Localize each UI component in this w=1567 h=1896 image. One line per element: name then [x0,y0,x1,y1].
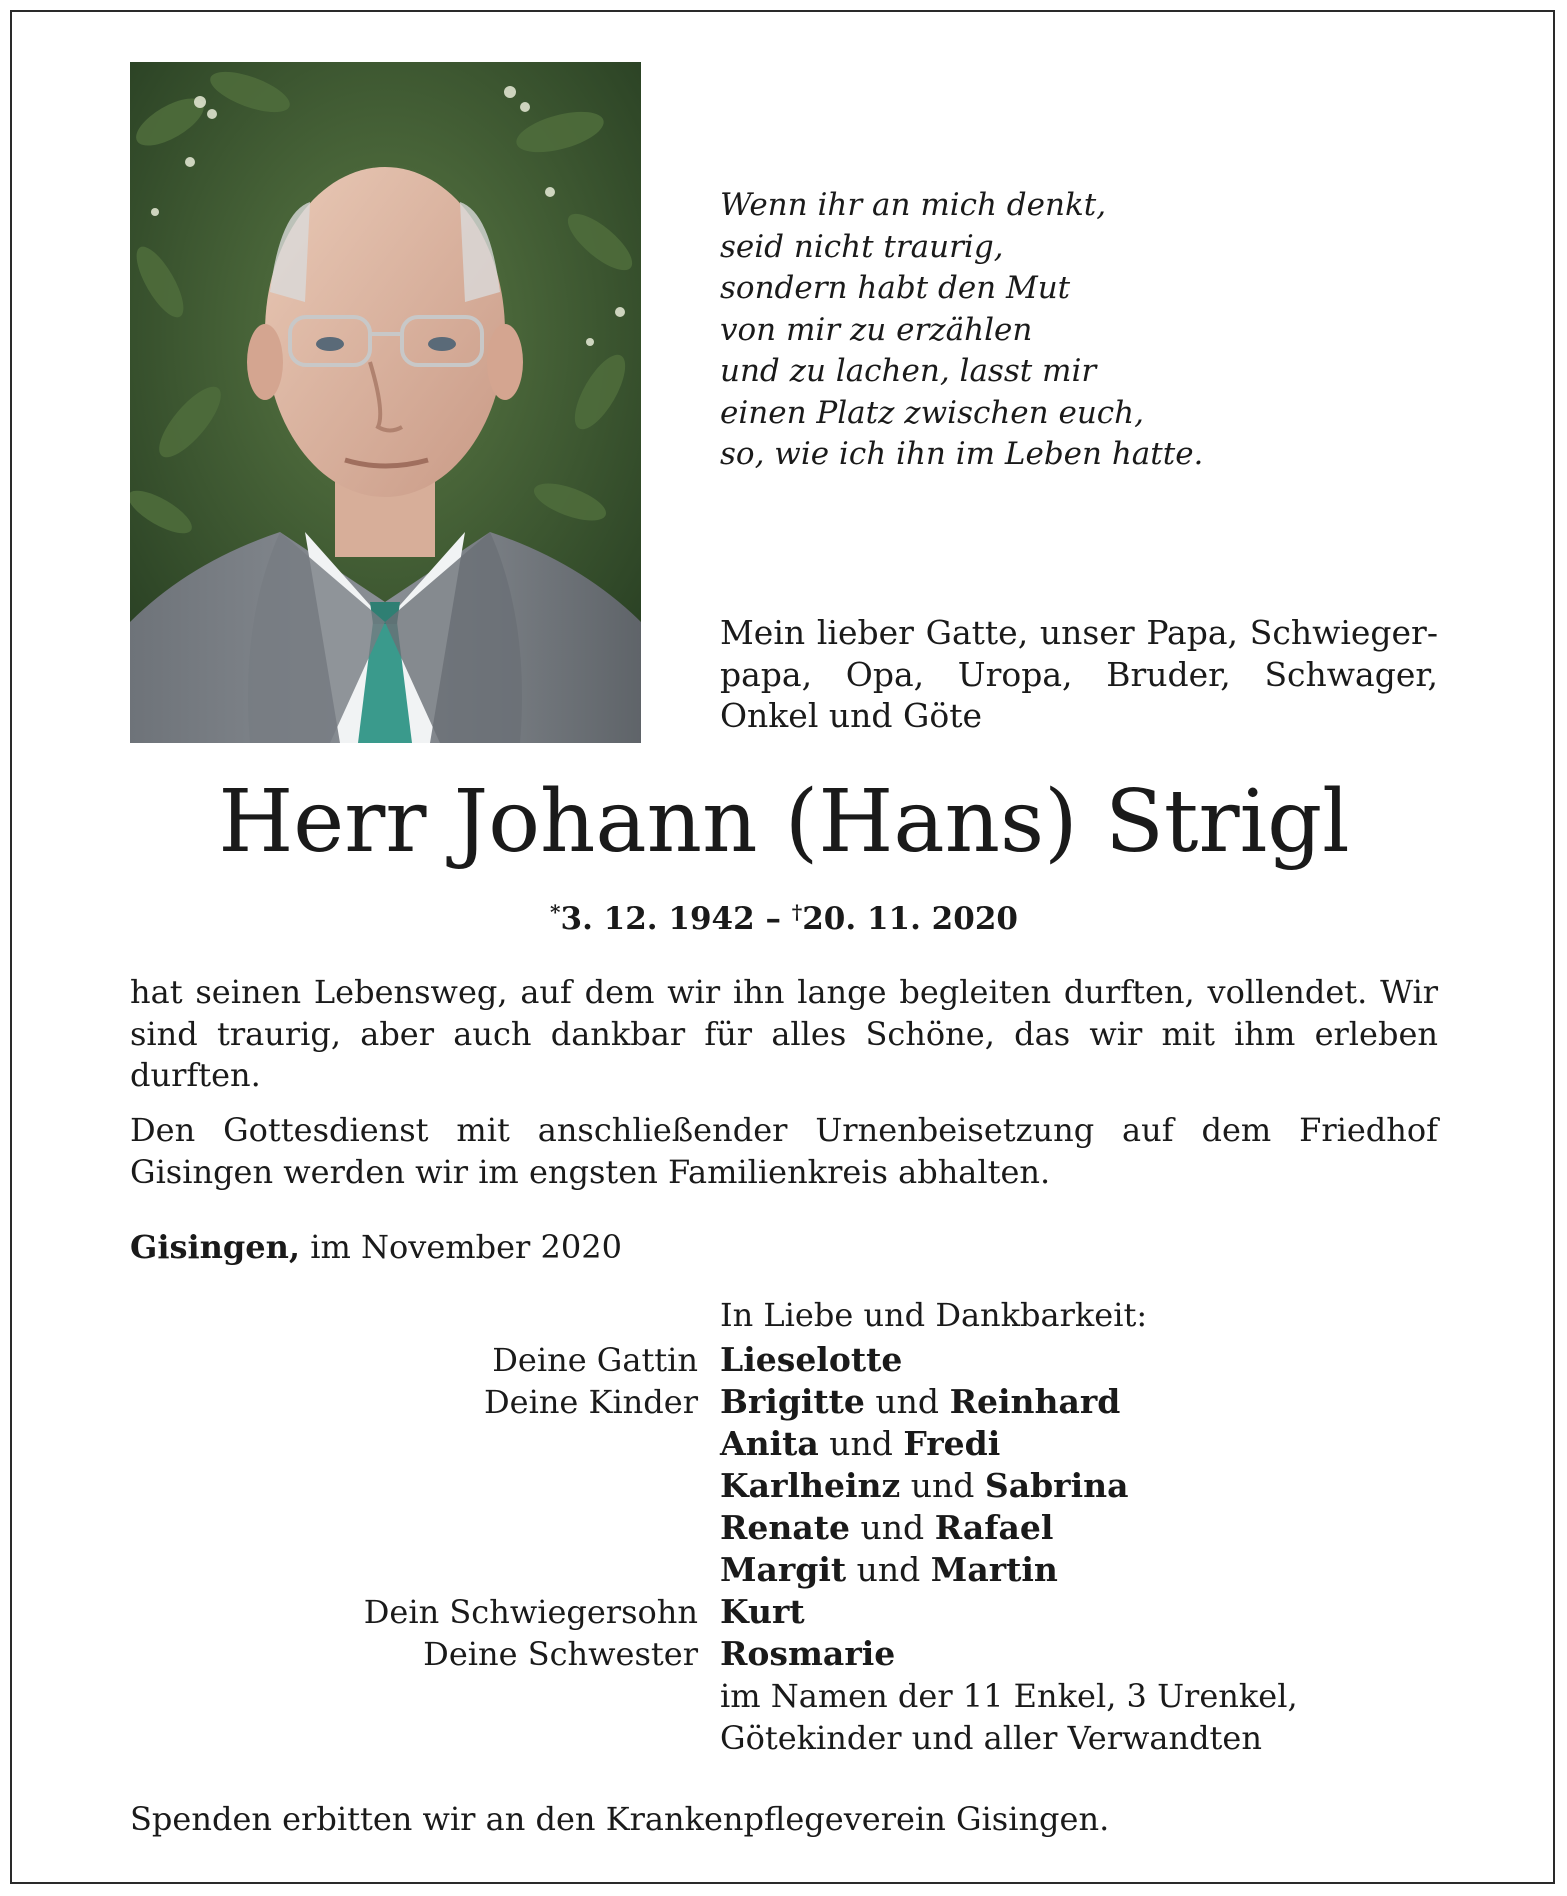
family-name: Karlheinz [720,1466,901,1505]
poem-line: Wenn ihr an mich denkt, [720,187,1107,223]
birth-symbol: * [550,900,561,924]
body-paragraph: Den Gottesdienst mit anschließender Urnenbeisetzung auf dem Friedhof Gisingen werden wir im engsten Familienkreis abhalten. [130,1111,1438,1191]
family-row [130,1424,1438,1466]
family-name: Fredi [903,1424,1001,1463]
family-names [720,1424,1000,1463]
family-names [720,1550,1058,1589]
poem [720,185,1480,476]
family-row [130,1466,1438,1508]
family-names [720,1508,1053,1547]
family-row [130,1550,1438,1592]
death-date: 20. 11. 2020 [802,901,1018,937]
family-row [130,1634,1438,1676]
thanks-heading: In Liebe und Dankbarkeit: [720,1296,1148,1334]
family-name: Anita [720,1424,819,1463]
family-relation: Deine Kinder [483,1383,698,1421]
place-town: Gisingen, [130,1228,301,1266]
life-dates [130,900,1438,937]
family-conjunction: und [856,1550,921,1589]
portrait-photo [130,62,641,743]
family-names [720,1340,902,1379]
donation-note: Spenden erbitten wir an den Krankenpflegeverein Gisingen. [130,1800,1110,1838]
family-name: Martin [930,1550,1058,1589]
poem-line: so, wie ich ihn im Leben hatte. [720,436,1204,472]
family-closing-line: im Namen der 11 Enkel, 3 Urenkel, [720,1677,1298,1715]
poem-line: seid nicht traurig, [720,228,1004,265]
family-name: Kurt [720,1592,805,1631]
family-row [130,1508,1438,1550]
family-name: Lieselotte [720,1340,903,1379]
poem-line: von mir zu erzählen [720,311,1033,348]
family-name: Renate [720,1508,851,1547]
family-name: Rosmarie [720,1634,896,1673]
death-symbol: † [791,900,803,924]
family-row [130,1382,1438,1424]
family-conjunction: und [910,1466,975,1505]
family-names [720,1634,895,1673]
family-list [130,1340,1438,1676]
family-names [720,1382,1120,1421]
family-relation: Deine Gattin [492,1341,698,1379]
family-closing [720,1676,1298,1759]
family-conjunction: und [860,1508,925,1547]
family-row [130,1592,1438,1634]
place-and-date [130,1228,622,1266]
family-closing-line: Götekinder und aller Verwandten [720,1718,1262,1757]
family-row [130,1340,1438,1382]
poem-line: und zu lachen, lasst mir [720,353,1097,389]
family-name: Reinhard [949,1382,1121,1421]
family-name: Sabrina [984,1466,1129,1505]
family-name: Rafael [934,1508,1054,1547]
poem-line: einen Platz zwischen euch, [720,394,1144,431]
date-separator: – [765,901,781,937]
intro-text: Mein lieber Gatte, unser Papa, Schwiegerpapa, Opa, Uropa, Bruder, Schwager, Onkel und Göte [720,613,1438,735]
place-when: im November 2020 [310,1228,622,1266]
family-names [720,1466,1128,1505]
family-name: Margit [720,1550,847,1589]
deceased-name: Herr Johann (Hans) Strigl [218,772,1350,872]
family-names [720,1592,805,1631]
family-conjunction: und [829,1424,893,1463]
family-relation: Deine Schwester [423,1635,698,1673]
family-name: Brigitte [720,1382,865,1421]
poem-line: sondern habt den Mut [720,270,1071,306]
birth-date: 3. 12. 1942 [560,901,755,937]
body-paragraph: hat seinen Lebensweg, auf dem wir ihn lange begleiten durften, vollendet. Wir sind traurig, aber auch dankbar für alles Schöne, das wir mit ihm erleben durften. [130,973,1438,1094]
family-conjunction: und [875,1382,940,1421]
family-relation: Dein Schwiegersohn [363,1593,698,1631]
